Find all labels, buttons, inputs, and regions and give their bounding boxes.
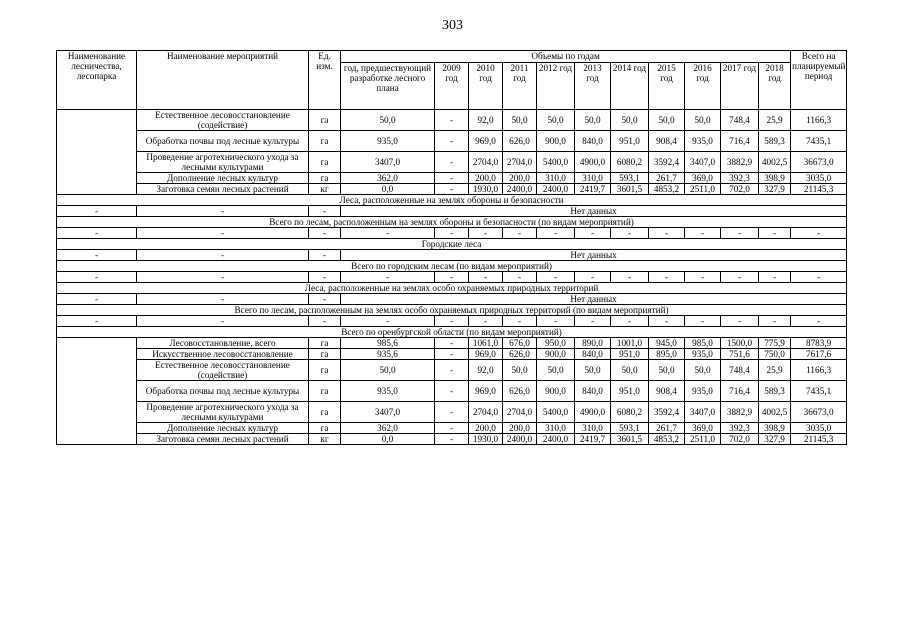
value-cell: 2704,0 [503, 152, 537, 173]
total-cell: 3035,0 [791, 423, 847, 434]
section-total-title: Всего по лесам, расположенным на землях особо охраняемых природных территорий (по видам мероприятий) [57, 305, 847, 316]
value-cell: 50,0 [685, 110, 721, 131]
dash-cell: - [137, 206, 309, 217]
dash-cell: - [503, 228, 537, 239]
value-cell: 92,0 [469, 110, 503, 131]
value-cell: 593,1 [611, 423, 649, 434]
value-cell: 261,7 [649, 173, 685, 184]
unit-cell: кг [309, 434, 341, 445]
value-cell: 50,0 [537, 360, 575, 381]
value-cell: 2511,0 [685, 434, 721, 445]
value-cell: 775,9 [759, 338, 791, 349]
value-cell: 50,0 [341, 360, 435, 381]
dash-cell: - [575, 316, 611, 327]
value-cell: 3407,0 [685, 152, 721, 173]
activity-name: Естественное лесовосстановление (содействие) [137, 110, 309, 131]
value-cell: 2704,0 [469, 402, 503, 423]
value-cell: 310,0 [575, 423, 611, 434]
value-cell: 362,0 [341, 423, 435, 434]
activity-name: Лесовосстановление, всего [137, 338, 309, 349]
value-cell: 748,4 [721, 110, 759, 131]
dash-cell: - [57, 228, 137, 239]
value-cell: 392,3 [721, 423, 759, 434]
value-cell: - [435, 131, 469, 152]
value-cell: 50,0 [649, 360, 685, 381]
unit-cell: кг [309, 184, 341, 195]
value-cell: 3601,5 [611, 184, 649, 195]
dash-cell: - [57, 272, 137, 283]
value-cell: 50,0 [575, 110, 611, 131]
dash-cell: - [721, 272, 759, 283]
dash-cell: - [341, 316, 435, 327]
value-cell: 3407,0 [341, 402, 435, 423]
value-cell: - [435, 402, 469, 423]
total-cell: 3035,0 [791, 173, 847, 184]
value-cell: 908,4 [649, 131, 685, 152]
unit-cell: га [309, 423, 341, 434]
value-cell: 935,6 [341, 349, 435, 360]
forest-activities-table [56, 50, 847, 445]
value-cell: 900,0 [537, 381, 575, 402]
value-cell: 0,0 [341, 184, 435, 195]
dash-cell: - [759, 272, 791, 283]
activity-name: Проведение агротехнического ухода за лесными культурами [137, 402, 309, 423]
value-cell: 3592,4 [649, 152, 685, 173]
value-cell: 840,0 [575, 131, 611, 152]
section-row [57, 305, 847, 316]
section-total-title: Всего по городским лесам (по видам мероприятий) [57, 261, 847, 272]
section-title: Городские леса [57, 239, 847, 250]
section-row [57, 239, 847, 250]
table-row [57, 360, 847, 381]
dash-cell: - [759, 228, 791, 239]
table-row [57, 338, 847, 349]
table-row [57, 349, 847, 360]
value-cell: 4853,2 [649, 184, 685, 195]
value-cell: 4900,0 [575, 152, 611, 173]
value-cell: 200,0 [469, 423, 503, 434]
total-cell: 1166,3 [791, 110, 847, 131]
dash-cell: - [309, 228, 341, 239]
value-cell: 392,3 [721, 173, 759, 184]
dash-cell: - [537, 316, 575, 327]
value-cell: 3407,0 [685, 402, 721, 423]
value-cell: 2704,0 [469, 152, 503, 173]
no-data-cell: Нет данных [341, 294, 847, 305]
activity-name: Обработка почвы под лесные культуры [137, 381, 309, 402]
region-total-title: Всего по оренбургской области (по видам мероприятий) [57, 327, 847, 338]
value-cell: 716,4 [721, 131, 759, 152]
header-year: 2011 год [503, 63, 537, 110]
value-cell: 2511,0 [685, 184, 721, 195]
total-cell: 21145,3 [791, 184, 847, 195]
value-cell: 50,0 [685, 360, 721, 381]
table-row [57, 402, 847, 423]
value-cell: 1061,0 [469, 338, 503, 349]
header-volumes: Объемы по годам [341, 51, 791, 63]
table-row [57, 152, 847, 173]
value-cell: 985,6 [341, 338, 435, 349]
value-cell: - [435, 381, 469, 402]
dash-cell: - [309, 272, 341, 283]
value-cell: 1001,0 [611, 338, 649, 349]
value-cell: 1500,0 [721, 338, 759, 349]
value-cell: - [435, 173, 469, 184]
value-cell: 3592,4 [649, 402, 685, 423]
table-row [57, 131, 847, 152]
value-cell: 1930,0 [469, 434, 503, 445]
value-cell: 1930,0 [469, 184, 503, 195]
value-cell: - [435, 360, 469, 381]
header-total: Всего на планируемый период [791, 51, 847, 110]
value-cell: 362,0 [341, 173, 435, 184]
dash-cell: - [685, 272, 721, 283]
activity-name: Дополнение лесных культур [137, 173, 309, 184]
activity-name: Заготовка семян лесных растений [137, 184, 309, 195]
dash-cell: - [469, 272, 503, 283]
dash-cell: - [685, 228, 721, 239]
value-cell: 50,0 [649, 110, 685, 131]
value-cell: 3882,9 [721, 402, 759, 423]
value-cell: 92,0 [469, 360, 503, 381]
value-cell: 4002,5 [759, 402, 791, 423]
dash-cell: - [309, 250, 341, 261]
total-cell: 36673,0 [791, 152, 847, 173]
value-cell: 626,0 [503, 381, 537, 402]
dash-cell: - [721, 228, 759, 239]
dash-cell: - [469, 316, 503, 327]
value-cell: 2400,0 [503, 184, 537, 195]
value-cell: 935,0 [685, 381, 721, 402]
table-row [57, 381, 847, 402]
header-year: 2010 год [469, 63, 503, 110]
value-cell: 626,0 [503, 349, 537, 360]
value-cell: - [435, 152, 469, 173]
value-cell: 3407,0 [341, 152, 435, 173]
value-cell: 951,0 [611, 131, 649, 152]
value-cell: 969,0 [469, 349, 503, 360]
activity-name: Дополнение лесных культур [137, 423, 309, 434]
value-cell: 4853,2 [649, 434, 685, 445]
dash-cell: - [469, 228, 503, 239]
total-cell: 1166,3 [791, 360, 847, 381]
table-body [57, 110, 847, 445]
total-cell: 8783,9 [791, 338, 847, 349]
value-cell: 200,0 [469, 173, 503, 184]
value-cell: 935,0 [685, 349, 721, 360]
value-cell: 751,6 [721, 349, 759, 360]
dash-cell: - [649, 316, 685, 327]
value-cell: 50,0 [611, 110, 649, 131]
dash-cell: - [503, 316, 537, 327]
header-year: 2013 год [575, 63, 611, 110]
dash-cell: - [137, 228, 309, 239]
value-cell: 908,4 [649, 381, 685, 402]
value-cell: 398,9 [759, 423, 791, 434]
value-cell: - [435, 338, 469, 349]
total-cell: 21145,3 [791, 434, 847, 445]
value-cell: 895,0 [649, 349, 685, 360]
value-cell: 25,9 [759, 110, 791, 131]
dash-cell: - [57, 316, 137, 327]
value-cell: 50,0 [341, 110, 435, 131]
value-cell: 945,0 [649, 338, 685, 349]
dash-cell: - [791, 316, 847, 327]
header-year: 2014 год [611, 63, 649, 110]
forestry-cell [57, 338, 137, 445]
value-cell: 50,0 [537, 110, 575, 131]
no-data-row [57, 250, 847, 261]
value-cell: 310,0 [537, 173, 575, 184]
dash-cell: - [611, 228, 649, 239]
dash-cell: - [57, 250, 137, 261]
value-cell: 0,0 [341, 434, 435, 445]
table-row [57, 184, 847, 195]
dash-row [57, 228, 847, 239]
dash-row [57, 316, 847, 327]
no-data-row [57, 206, 847, 217]
value-cell: 900,0 [537, 131, 575, 152]
unit-cell: га [309, 360, 341, 381]
unit-cell: га [309, 338, 341, 349]
value-cell: - [435, 434, 469, 445]
value-cell: 748,4 [721, 360, 759, 381]
value-cell: 2419,7 [575, 184, 611, 195]
value-cell: 50,0 [503, 110, 537, 131]
value-cell: 398,9 [759, 173, 791, 184]
value-cell: 2704,0 [503, 402, 537, 423]
value-cell: 310,0 [537, 423, 575, 434]
no-data-cell: Нет данных [341, 250, 847, 261]
value-cell: 4002,5 [759, 152, 791, 173]
dash-cell: - [649, 272, 685, 283]
dash-cell: - [537, 272, 575, 283]
section-row [57, 283, 847, 294]
value-cell: 327,9 [759, 184, 791, 195]
total-cell: 36673,0 [791, 402, 847, 423]
dash-cell: - [137, 294, 309, 305]
dash-cell: - [309, 206, 341, 217]
value-cell: 5400,0 [537, 402, 575, 423]
value-cell: 25,9 [759, 360, 791, 381]
value-cell: 50,0 [575, 360, 611, 381]
value-cell: 2400,0 [503, 434, 537, 445]
dash-cell: - [791, 228, 847, 239]
dash-cell: - [791, 272, 847, 283]
value-cell: 951,0 [611, 349, 649, 360]
dash-cell: - [611, 316, 649, 327]
activity-name: Проведение агротехнического ухода за лесными культурами [137, 152, 309, 173]
unit-cell: га [309, 131, 341, 152]
dash-cell: - [137, 316, 309, 327]
table-row [57, 423, 847, 434]
total-cell: 7435,1 [791, 381, 847, 402]
value-cell: 969,0 [469, 131, 503, 152]
unit-cell: га [309, 402, 341, 423]
value-cell: 702,0 [721, 184, 759, 195]
header-year: 2009 год [435, 63, 469, 110]
section-row [57, 195, 847, 206]
value-cell: 200,0 [503, 173, 537, 184]
value-cell: 935,0 [341, 381, 435, 402]
dash-cell: - [57, 294, 137, 305]
activity-name: Естественное лесовосстановление (содействие) [137, 360, 309, 381]
value-cell: 890,0 [575, 338, 611, 349]
dash-cell: - [721, 316, 759, 327]
dash-cell: - [435, 272, 469, 283]
value-cell: 589,3 [759, 131, 791, 152]
value-cell: 935,0 [685, 131, 721, 152]
dash-cell: - [341, 228, 435, 239]
section-title: Леса, расположенные на землях обороны и безопасности [57, 195, 847, 206]
dash-cell: - [611, 272, 649, 283]
dash-cell: - [137, 250, 309, 261]
value-cell: 2400,0 [537, 434, 575, 445]
unit-cell: га [309, 110, 341, 131]
activity-name: Заготовка семян лесных растений [137, 434, 309, 445]
value-cell: 969,0 [469, 381, 503, 402]
dash-cell: - [759, 316, 791, 327]
value-cell: 702,0 [721, 434, 759, 445]
no-data-cell: Нет данных [341, 206, 847, 217]
table-row [57, 110, 847, 131]
value-cell: - [435, 349, 469, 360]
value-cell: 935,0 [341, 131, 435, 152]
value-cell: 4900,0 [575, 402, 611, 423]
value-cell: 50,0 [611, 360, 649, 381]
dash-cell: - [435, 228, 469, 239]
header-activity: Наименование мероприятий [137, 51, 309, 110]
dash-row [57, 272, 847, 283]
value-cell: 589,3 [759, 381, 791, 402]
value-cell: 6080,2 [611, 152, 649, 173]
activity-name: Обработка почвы под лесные культуры [137, 131, 309, 152]
value-cell: 900,0 [537, 349, 575, 360]
dash-cell: - [309, 294, 341, 305]
header-year: 2017 год [721, 63, 759, 110]
total-cell: 7617,6 [791, 349, 847, 360]
value-cell: 593,1 [611, 173, 649, 184]
value-cell: 3882,9 [721, 152, 759, 173]
value-cell: 716,4 [721, 381, 759, 402]
dash-cell: - [57, 206, 137, 217]
section-row [57, 327, 847, 338]
value-cell: 840,0 [575, 349, 611, 360]
dash-cell: - [137, 272, 309, 283]
value-cell: 676,0 [503, 338, 537, 349]
table-row [57, 173, 847, 184]
value-cell: 2400,0 [537, 184, 575, 195]
value-cell: 750,0 [759, 349, 791, 360]
value-cell: 950,0 [537, 338, 575, 349]
value-cell: 50,0 [503, 360, 537, 381]
value-cell: 261,7 [649, 423, 685, 434]
value-cell: - [435, 110, 469, 131]
value-cell: 626,0 [503, 131, 537, 152]
value-cell: 327,9 [759, 434, 791, 445]
page-number: 303 [442, 18, 463, 33]
unit-cell: га [309, 381, 341, 402]
value-cell: 5400,0 [537, 152, 575, 173]
section-row [57, 261, 847, 272]
value-cell: 3601,5 [611, 434, 649, 445]
unit-cell: га [309, 173, 341, 184]
section-row [57, 217, 847, 228]
value-cell: - [435, 423, 469, 434]
value-cell: 310,0 [575, 173, 611, 184]
dash-cell: - [309, 316, 341, 327]
unit-cell: га [309, 152, 341, 173]
dash-cell: - [503, 272, 537, 283]
header-year: 2016 год [685, 63, 721, 110]
dash-cell: - [537, 228, 575, 239]
activity-name: Искусственное лесовосстановление [137, 349, 309, 360]
forestry-cell [57, 110, 137, 195]
value-cell: 951,0 [611, 381, 649, 402]
section-title: Леса, расположенные на землях особо охраняемых природных территорий [57, 283, 847, 294]
header-forestry: Наименование лесничества, лесопарка [57, 51, 137, 110]
header-year: год, предшествующий разработке лесного плана [341, 63, 435, 110]
dash-cell: - [575, 228, 611, 239]
table-row [57, 434, 847, 445]
no-data-row [57, 294, 847, 305]
value-cell: - [435, 184, 469, 195]
header-unit: Ед. изм. [309, 51, 341, 110]
dash-cell: - [341, 272, 435, 283]
value-cell: 369,0 [685, 173, 721, 184]
dash-cell: - [575, 272, 611, 283]
value-cell: 200,0 [503, 423, 537, 434]
header-year: 2015 год [649, 63, 685, 110]
total-cell: 7435,1 [791, 131, 847, 152]
value-cell: 6080,2 [611, 402, 649, 423]
section-total-title: Всего по лесам, расположенным на землях обороны и безопасности (по видам мероприятий) [57, 217, 847, 228]
header-year: 2012 год [537, 63, 575, 110]
unit-cell: га [309, 349, 341, 360]
value-cell: 840,0 [575, 381, 611, 402]
value-cell: 2419,7 [575, 434, 611, 445]
dash-cell: - [685, 316, 721, 327]
dash-cell: - [649, 228, 685, 239]
header-year: 2018 год [759, 63, 791, 110]
value-cell: 369,0 [685, 423, 721, 434]
dash-cell: - [435, 316, 469, 327]
value-cell: 985,0 [685, 338, 721, 349]
